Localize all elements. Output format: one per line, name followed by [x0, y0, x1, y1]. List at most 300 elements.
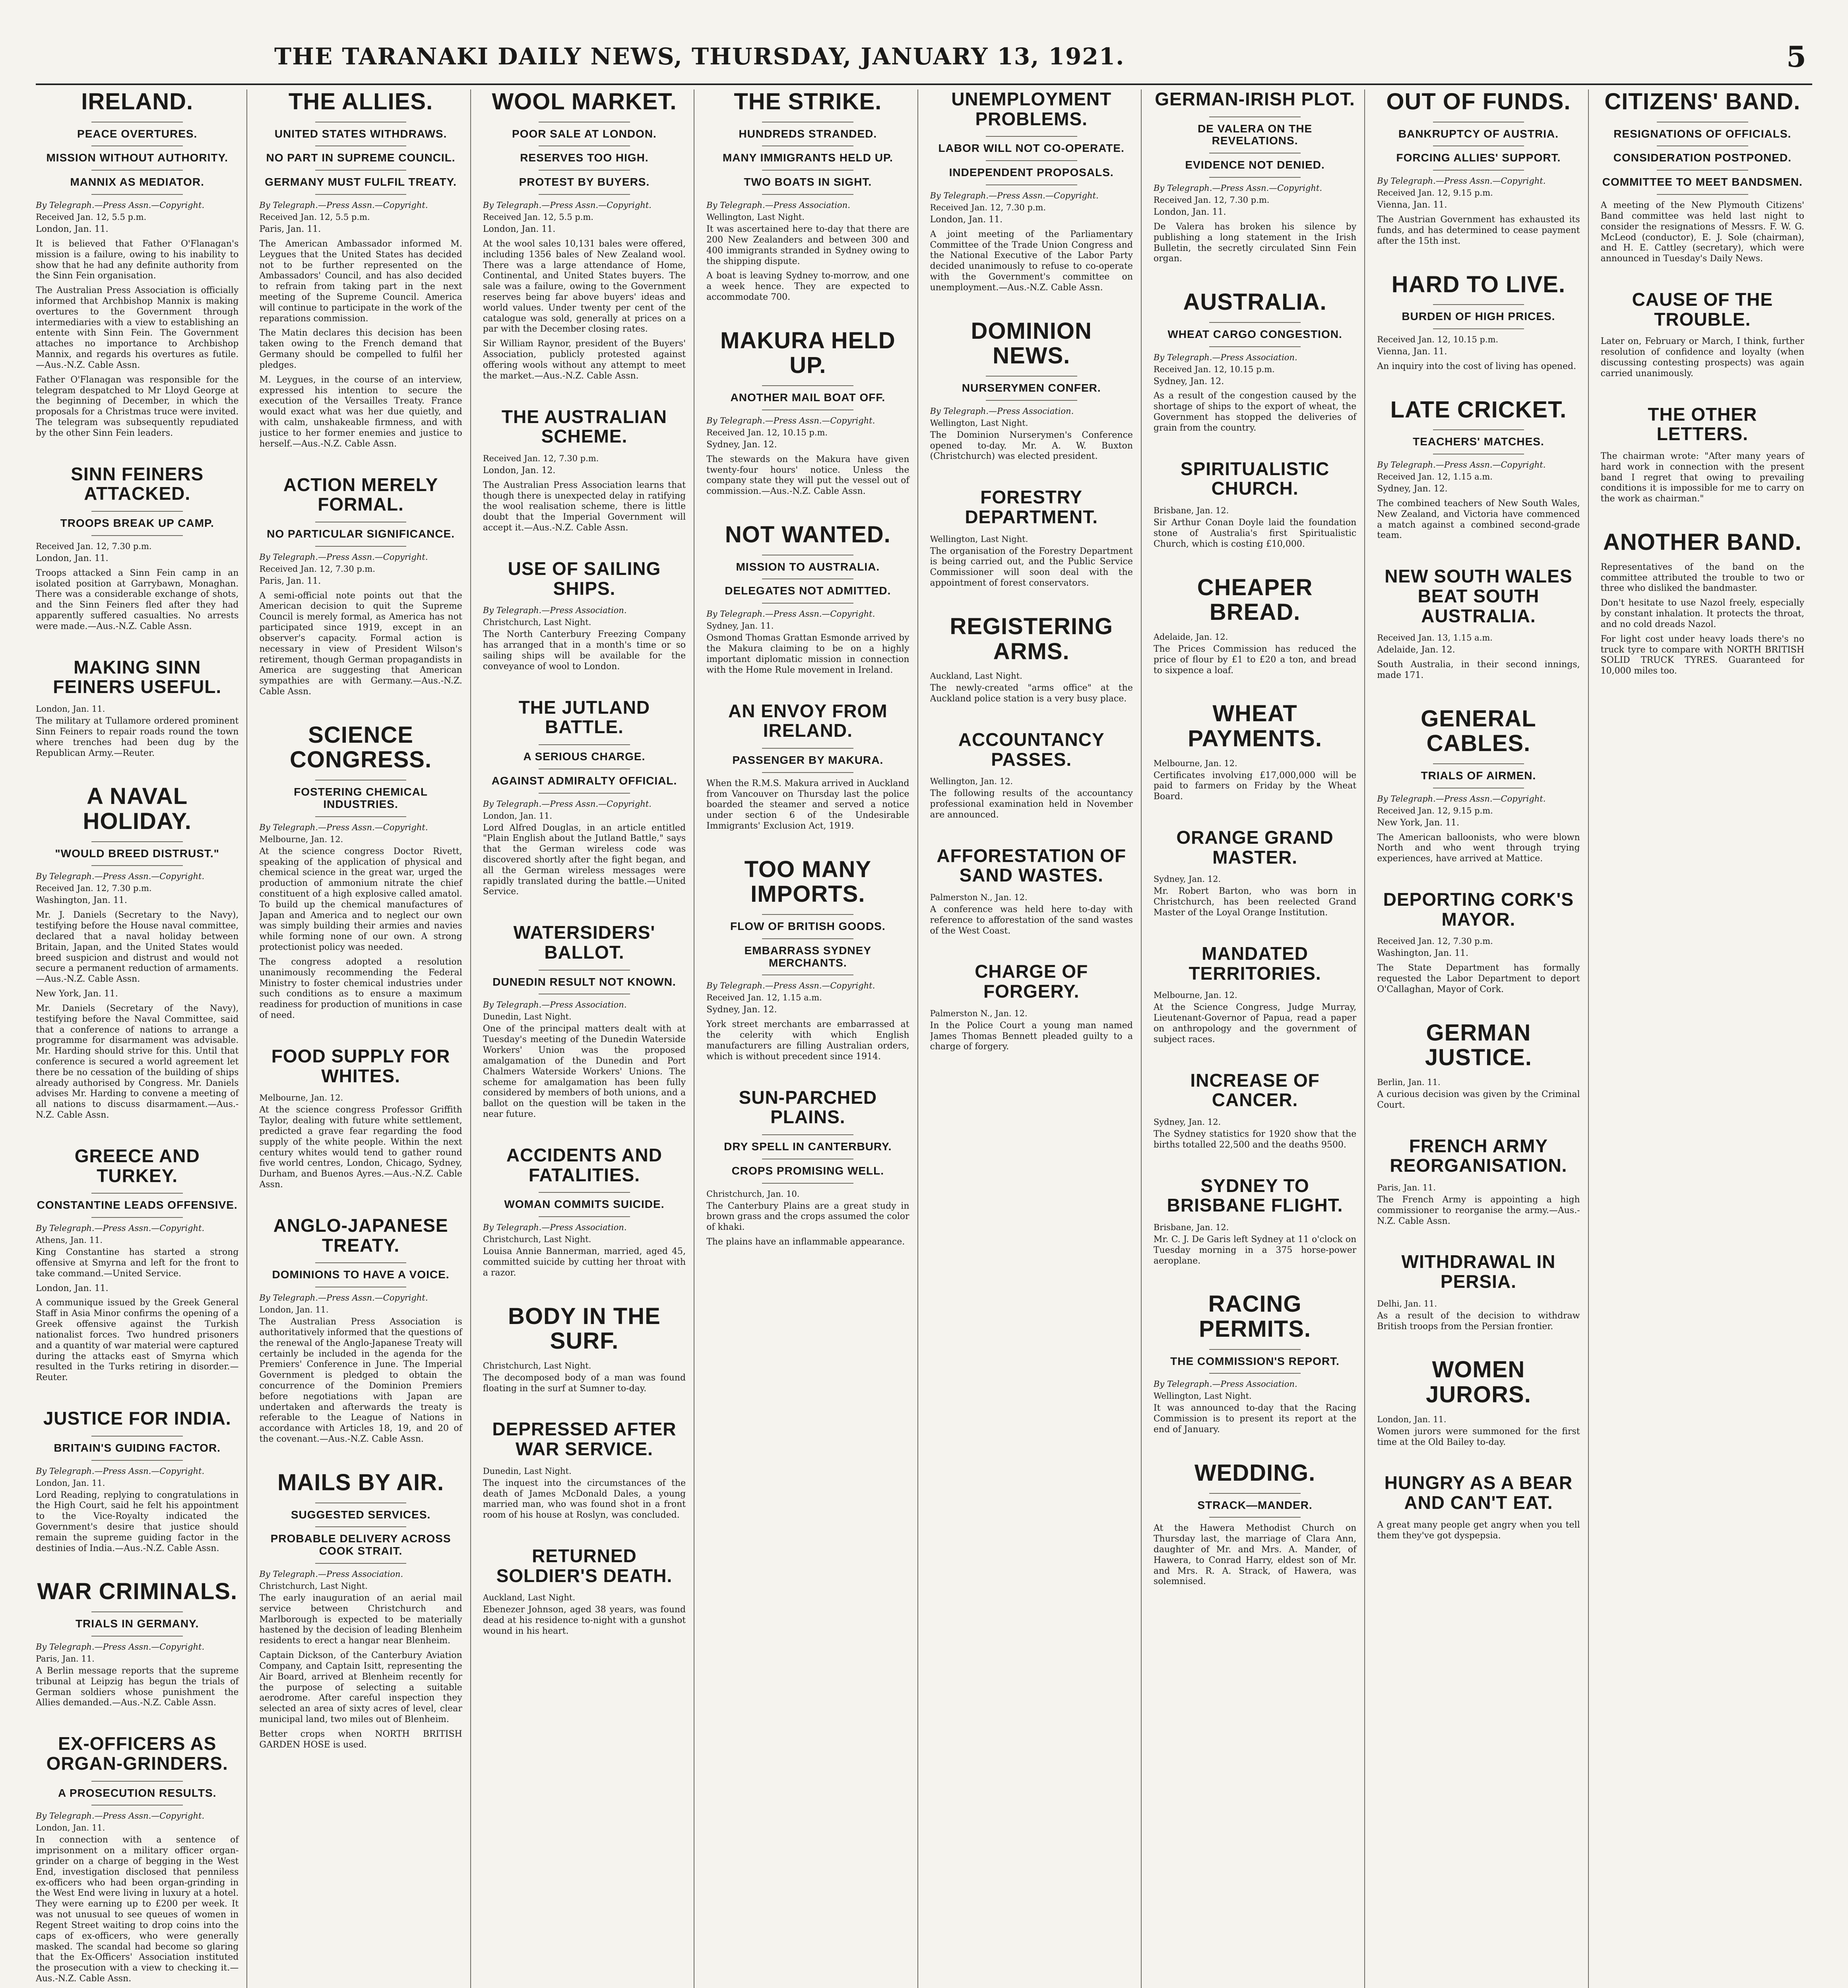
article-headline: EX-OFFICERS AS ORGAN-GRINDERS. — [46, 1733, 228, 1774]
article-headline: HARD TO LIVE. — [1391, 271, 1566, 297]
divider-rule — [762, 385, 853, 386]
columns-container — [36, 89, 1812, 1988]
article-paragraph: At the Science Congress, Judge Murray, Lieutenant-Governor of Papua, read a paper on anthropology and the government of subject races. — [1153, 1002, 1357, 1044]
article-paragraph: De Valera has broken his silence by publishing a long statement in the Irish Bulletin, the secretly circulated Sinn Fein organ. — [1153, 221, 1357, 264]
article-subhead: NURSERYMEN CONFER. — [962, 381, 1101, 394]
article — [1377, 567, 1580, 693]
article-headline: BODY IN THE SURF. — [508, 1303, 661, 1354]
article-paragraph: Vienna, Jan. 11. — [1377, 346, 1447, 357]
article-body — [1601, 562, 1804, 677]
masthead — [36, 36, 1812, 85]
article — [1154, 575, 1356, 688]
article-paragraph: Paris, Jan. 11. — [259, 224, 321, 235]
article-subhead: CROPS PROMISING WELL. — [731, 1164, 884, 1177]
article-date: Received Jan. 12, 10.15 p.m. — [706, 427, 828, 437]
article-subhead: NO PARTICULAR SIGNIFICANCE. — [267, 527, 455, 540]
article — [259, 1046, 462, 1202]
article — [1601, 290, 1804, 391]
article-date: Adelaide, Jan. 12. — [1153, 632, 1228, 642]
article-subhead: PASSENGER BY MAKURA. — [732, 753, 884, 766]
article-paragraph: Lord Alfred Douglas, in an article entitled "Plain English about the Jutland Battle," says that the German wireless code was discovered shortly after the fight began, and all the German wireless messages were rapidly translated during the battle.—United Service. — [483, 823, 686, 897]
article-headline: CHEAPER BREAD. — [1197, 574, 1313, 625]
article-headline: MAILS BY AIR. — [277, 1469, 444, 1495]
article-body — [1377, 1195, 1580, 1227]
article-paragraph: London, Jan. 12. — [483, 465, 556, 476]
article — [36, 1409, 239, 1566]
divider-rule — [539, 1192, 630, 1193]
article-subhead: BURDEN OF HIGH PRICES. — [1402, 310, 1555, 323]
article-headline: THE ALLIES. — [288, 89, 433, 115]
article-headline: WAR CRIMINALS. — [37, 1578, 238, 1605]
article — [706, 1088, 909, 1260]
article-date: Received Jan. 12, 7.30 p.m. — [1377, 936, 1493, 946]
article-body — [259, 1593, 462, 1751]
divider-rule — [762, 914, 853, 915]
article-subhead: FLOW OF BRITISH GOODS. — [730, 920, 886, 933]
article-paragraph: Certificates involving £17,000,000 will be paid to farmers on Friday by the Wheat Board. — [1153, 770, 1357, 802]
article-body — [1154, 1002, 1356, 1045]
article-subhead: PROTEST BY BUYERS. — [519, 176, 650, 188]
article — [706, 89, 909, 315]
article — [706, 857, 909, 1074]
article-subhead: AGAINST ADMIRALTY OFFICIAL. — [491, 774, 677, 787]
article-subhead: RESIGNATIONS OF OFFICIALS. — [1613, 127, 1792, 140]
article-byline: By Telegraph.—Press Association. — [483, 1223, 627, 1233]
article-headline: ACTION MERELY FORMAL. — [283, 474, 438, 515]
article-subhead: TROOPS BREAK UP CAMP. — [60, 517, 214, 530]
article-paragraph: The Australian Press Association learns that though there is unexpected delay in ratifying the wool realisation scheme, there is little doubt that the Imperial Government will accept it.—Aus.-N.Z. Cable Assn. — [483, 480, 686, 533]
article — [259, 1216, 462, 1457]
divider-rule — [1209, 322, 1301, 323]
divider-rule — [91, 194, 183, 195]
article-body — [706, 224, 909, 303]
article-headline: ANGLO-JAPANESE TREATY. — [273, 1215, 448, 1256]
article-paragraph: King Constantine has started a strong offensive at Smyrna and left for the front to take command.—United Service. — [36, 1247, 239, 1279]
article-paragraph: Louisa Annie Bannerman, married, aged 45, committed suicide by cutting her throat with a razor. — [483, 1246, 686, 1278]
divider-rule — [762, 748, 853, 749]
article-headline: WOOL MARKET. — [492, 89, 677, 115]
article-paragraph: South Australia, in their second innings, made 171. — [1377, 660, 1580, 680]
article-byline: By Telegraph.—Press Assn.—Copyright. — [1377, 176, 1546, 186]
article-date: Palmerston N., Jan. 12. — [930, 1008, 1028, 1018]
article-headline: USE OF SAILING SHIPS. — [508, 558, 661, 599]
article-headline: DOMINION NEWS. — [971, 318, 1092, 369]
article-paragraph: Mr. C. J. De Garis left Sydney at 11 o'clock on Tuesday morning in a 375 horse-power aeroplane. — [1153, 1234, 1357, 1266]
article-subhead: TWO BOATS IN SIGHT. — [744, 176, 872, 188]
article-paragraph: As a result of the decision to withdraw British troops from the Persian frontier. — [1377, 1310, 1580, 1332]
divider-rule — [762, 772, 853, 773]
article-headline: ORANGE GRAND MASTER. — [1176, 827, 1334, 868]
article-date: Sydney, Jan. 12. — [1153, 874, 1221, 884]
article-byline: By Telegraph.—Press Association. — [706, 200, 850, 210]
divider-rule — [91, 1781, 183, 1782]
article-headline: CITIZENS' BAND. — [1604, 89, 1801, 115]
article-subhead: DRY SPELL IN CANTERBURY. — [724, 1140, 892, 1153]
article-paragraph: Adelaide, Jan. 12. — [1377, 645, 1455, 655]
divider-rule — [91, 865, 183, 866]
article-body — [259, 1317, 462, 1445]
article — [483, 559, 686, 684]
article-paragraph: The chairman wrote: "After many years of hard work in connection with the present band I regret that owing to prevailing conditions it is impossible for me to carry on the work as chairman." — [1600, 451, 1804, 504]
article-date: Received Jan. 12, 10.15 p.m. — [1153, 364, 1275, 374]
article-paragraph: The decomposed body of a man was found floating in the surf at Sumner to-day. — [483, 1373, 686, 1394]
divider-rule — [539, 194, 630, 195]
article-headline: SINN FEINERS ATTACKED. — [71, 463, 204, 504]
article-paragraph: The plains have an inflammable appearance. — [706, 1237, 905, 1247]
article-byline: By Telegraph.—Press Assn.—Copyright. — [36, 200, 205, 210]
article — [930, 962, 1133, 1064]
article-paragraph: The stewards on the Makura have given twenty-four hours' notice. Unless the company state they will put the vessel out of commission.—Aus.-N.Z. Cable Assn. — [706, 454, 909, 497]
article-date: Palmerston N., Jan. 12. — [930, 893, 1028, 902]
article-body — [36, 716, 239, 759]
article-paragraph: At the Hawera Methodist Church on Thursday last, the marriage of Clara Ann, daughter of Mr. and Mrs. A. Mander, of Hawera, to Conrad Harry, eldest son of Mr. and Mrs. R. A. Strack, of Hawera, was solemnised. — [1153, 1523, 1357, 1587]
divider-rule — [762, 938, 853, 939]
article-subhead: TEACHERS' MATCHES. — [1413, 435, 1544, 448]
divider-rule — [91, 1193, 183, 1194]
article-paragraph: Lord Reading, replying to congratulations in the High Court, said he felt his appointment to the Vice-Royalty indicated the Government's desire that justice should remain the supreme guiding factor in the destinies of India.—Aus.-N.Z. Cable Assn. — [36, 1490, 239, 1553]
article-subhead: RESERVES TOO HIGH. — [520, 151, 649, 164]
article-date: London, Jan. 11. — [36, 704, 105, 714]
article-headline: LATE CRICKET. — [1390, 396, 1567, 423]
article-body — [1377, 1311, 1580, 1332]
article-paragraph: The Matin declares this decision has been taken owing to the French demand that Germany should be compelled to fulfil her pledges. — [259, 328, 462, 370]
article-headline: CAUSE OF THE TROUBLE. — [1632, 289, 1773, 330]
article-paragraph: A joint meeting of the Parliamentary Committee of the Trade Union Congress and the National Executive of the Labor Party decided unanimously to refuse to co-operate with the Government's committee on unemployment.—Aus.-N.Z. Cable Assn. — [930, 229, 1133, 293]
article-date: London, Jan. 11. — [36, 1478, 105, 1488]
article-body — [483, 1478, 686, 1521]
article-date: Received Jan. 12, 7.30 p.m. — [483, 453, 599, 463]
article-date: Received Jan. 12, 7.30 p.m. — [930, 202, 1046, 212]
article-date: Christchurch, Last Night. — [483, 617, 591, 627]
article-date: Christchurch, Jan. 10. — [706, 1189, 800, 1199]
article — [259, 89, 462, 462]
article-paragraph: Washington, Jan. 11. — [36, 895, 127, 906]
article-date: Brisbane, Jan. 12. — [1153, 1222, 1229, 1232]
divider-rule — [539, 744, 630, 745]
article-subhead: "WOULD BREED DISTRUST." — [55, 847, 219, 860]
article — [36, 784, 239, 1133]
article-paragraph: The Dominion Nurserymen's Conference opened to-day. Mr. A. W. Buxton (Christchurch) was elected president. — [930, 430, 1133, 462]
article-subhead: FOSTERING CHEMICAL INDUSTRIES. — [294, 786, 428, 810]
article-paragraph: Osmond Thomas Grattan Esmonde arrived by the Makura claiming to be on a highly important diplomatic mission in connection with the Home Rule movement in Ireland. — [706, 633, 909, 675]
article — [1154, 1292, 1356, 1447]
article-headline: ACCOUNTANCY PASSES. — [958, 729, 1105, 770]
article-paragraph: Sydney, Jan. 12. — [706, 439, 777, 450]
article-subhead: EVIDENCE NOT DENIED. — [1185, 159, 1325, 171]
article-headline: JUSTICE FOR INDIA. — [43, 1408, 231, 1429]
divider-rule — [1433, 304, 1524, 305]
article-headline: HUNGRY AS A BEAR AND CAN'T EAT. — [1384, 1472, 1573, 1513]
article-subhead: A PROSECUTION RESULTS. — [58, 1786, 217, 1799]
article-body — [1154, 644, 1356, 676]
article-body — [36, 1835, 239, 1984]
article-subhead: WOMAN COMMITS SUICIDE. — [504, 1198, 665, 1211]
article-paragraph: The American balloonists, who were blown North and who went through trying experiences, have arrived at Mattice. — [1377, 832, 1580, 864]
article-subhead: GERMANY MUST FULFIL TREATY. — [265, 176, 457, 188]
article-date: Wellington, Last Night. — [706, 212, 805, 222]
divider-rule — [315, 816, 407, 817]
article-paragraph: A Berlin message reports that the supreme tribunal at Leipzig has begun the trials of German soldiers whose punishment the Allies demanded.—Aus.-N.Z. Cable Assn. — [36, 1666, 239, 1708]
article — [1154, 1071, 1356, 1163]
article-body — [36, 224, 239, 439]
article-byline: By Telegraph.—Press Assn.—Copyright. — [36, 1223, 205, 1233]
article-body — [483, 823, 686, 898]
article-body — [1377, 484, 1580, 541]
article-byline: By Telegraph.—Press Association. — [1153, 352, 1297, 362]
article-byline: By Telegraph.—Press Assn.—Copyright. — [259, 552, 428, 562]
article-body — [1154, 771, 1356, 802]
article-body — [483, 224, 686, 382]
article-paragraph: An inquiry into the cost of living has opened. — [1377, 361, 1577, 371]
article-date: Christchurch, Last Night. — [483, 1235, 591, 1244]
divider-rule — [762, 194, 853, 195]
divider-rule — [315, 1563, 407, 1564]
article-headline: GENERAL CABLES. — [1421, 705, 1536, 757]
column-3 — [483, 89, 694, 1988]
article — [930, 89, 1133, 305]
article-body — [1154, 377, 1356, 434]
article-subhead: A SERIOUS CHARGE. — [523, 750, 646, 763]
article — [1154, 828, 1356, 930]
article — [930, 730, 1133, 833]
column-8 — [1601, 89, 1812, 1988]
article-headline: ACCIDENTS AND FATALITIES. — [506, 1144, 662, 1185]
article-date: Received Jan. 12, 9.15 p.m. — [1377, 188, 1493, 198]
article-headline: MAKING SINN FEINERS USEFUL. — [53, 656, 222, 697]
article-date: Dunedin, Last Night. — [483, 1466, 572, 1476]
article-byline: By Telegraph.—Press Assn.—Copyright. — [1377, 460, 1546, 470]
article-paragraph: A meeting of the New Plymouth Citizens' Band committee was held last night to consider the resignations of Messrs. F. W. G. McLeod (conductor), E. J. Sole (chairman), and H. E. Cattley (secretary), which were announced in Tuesday's Daily News. — [1600, 200, 1804, 264]
article-body — [483, 1024, 686, 1120]
article-body — [1601, 200, 1804, 264]
article-date: Berlin, Jan. 11. — [1377, 1077, 1441, 1087]
article-headline: AFFORESTATION OF SAND WASTES. — [937, 845, 1127, 886]
article-body — [36, 1666, 239, 1708]
article — [483, 407, 686, 546]
article-date: Melbourne, Jan. 12. — [1153, 990, 1237, 1000]
article-body — [1377, 200, 1580, 247]
article-paragraph: York street merchants are embarrassed at the celerity with which English manufacturers are filling Australian orders, which is without precedent since 1914. — [706, 1019, 909, 1062]
column-1 — [36, 89, 247, 1988]
article-body — [483, 629, 686, 672]
article-subhead: STRACK—MANDER. — [1197, 1499, 1313, 1511]
article-date: Delhi, Jan. 11. — [1377, 1299, 1437, 1309]
article-headline: A NAVAL HOLIDAY. — [83, 783, 192, 834]
article-subhead: DUNEDIN RESULT NOT KNOWN. — [493, 975, 676, 988]
article — [36, 89, 239, 451]
article-date: Wellington, Last Night. — [930, 418, 1028, 428]
divider-rule — [91, 1636, 183, 1637]
article — [36, 464, 239, 644]
divider-rule — [91, 1611, 183, 1612]
article-byline: By Telegraph.—Press Association. — [259, 1569, 403, 1579]
article-paragraph: Captain Dickson, of the Canterbury Aviation Company, and Captain Isitt, representing the Air Board, arrived at Blenheim recently for the purpose of selecting a suitable aerodrome. After careful inspection they selected an area of sixty acres of level, clear municipal land, two miles out of Blenheim. — [259, 1650, 462, 1725]
article-body — [1154, 1523, 1356, 1587]
article-headline: FRENCH ARMY REORGANISATION. — [1390, 1135, 1567, 1176]
article-paragraph: The Canterbury Plains are a great study in brown grass and the crops assumed the color of khaki. — [706, 1201, 909, 1233]
article-paragraph: The inquest into the circumstances of the death of James McDonald Dales, a young married man, who was found shot in a front room of his house at Roslyn, was concluded. — [483, 1478, 686, 1520]
article-headline: SCIENCE CONGRESS. — [290, 722, 432, 773]
article — [1377, 1252, 1580, 1344]
article-headline: THE STRIKE. — [734, 89, 882, 115]
page-number: 5 — [1786, 40, 1806, 74]
column-5 — [930, 89, 1142, 1988]
article — [1601, 405, 1804, 516]
article — [483, 1304, 686, 1406]
article-date: Dunedin, Last Night. — [483, 1012, 572, 1022]
article-headline: WITHDRAWAL IN PERSIA. — [1401, 1251, 1556, 1292]
article-headline: WATERSIDERS' BALLOT. — [513, 922, 655, 963]
article — [1377, 89, 1580, 259]
article-headline: DEPRESSED AFTER WAR SERVICE. — [492, 1419, 677, 1460]
article — [706, 522, 909, 688]
article-body — [930, 215, 1133, 293]
article-paragraph: The Austrian Government has exhausted its funds, and has determined to cease payment after the 15th inst. — [1377, 215, 1580, 246]
article — [483, 89, 686, 394]
article-paragraph: The newly-created "arms office" at the Auckland police station is a very busy place. — [930, 683, 1133, 704]
article-headline: FORESTRY DEPARTMENT. — [965, 487, 1098, 527]
article-body — [1601, 336, 1804, 379]
article-subhead: FORCING ALLIES' SUPPORT. — [1396, 151, 1561, 164]
article-byline: By Telegraph.—Press Association. — [1153, 1379, 1297, 1389]
article-date: Melbourne, Jan. 12. — [259, 834, 343, 844]
article — [259, 723, 462, 1033]
article-body — [1154, 1403, 1356, 1435]
article-subhead: WHEAT CARGO CONGESTION. — [1167, 328, 1342, 340]
article-paragraph: Ebenezer Johnson, aged 38 years, was found dead at his residence to-night with a gunshot wound in his heart. — [483, 1605, 686, 1637]
article-paragraph: The early inauguration of an aerial mail service between Christchurch and Marlborough is expected to be materially hastened by the decision of leading Blenheim residents to erect a hangar near Blenheim. — [259, 1593, 462, 1646]
article-paragraph: Father O'Flanagan was responsible for the telegram despatched to Mr Lloyd George at the beginning of December, in which the proposals for a Christmas truce were invited. The telegram was subsequently repudiated by the other Sinn Fein leaders. — [36, 375, 239, 438]
article-subhead: LABOR WILL NOT CO-OPERATE. — [938, 142, 1125, 155]
article-body — [1154, 1129, 1356, 1151]
article-date: Received Jan. 12, 7.30 p.m. — [36, 541, 152, 551]
article-paragraph: London, Jan. 11. — [36, 1283, 109, 1293]
divider-rule — [91, 1805, 183, 1806]
article-byline: By Telegraph.—Press Assn.—Copyright. — [259, 1293, 428, 1303]
article-paragraph: A great many people get angry when you tell them they've got dyspepsia. — [1377, 1520, 1580, 1541]
divider-rule — [986, 400, 1077, 401]
article-body — [1377, 948, 1580, 995]
article — [1377, 1136, 1580, 1239]
article-body — [930, 905, 1133, 936]
divider-rule — [762, 1134, 853, 1135]
article-headline: RACING PERMITS. — [1199, 1291, 1311, 1342]
divider-rule — [91, 170, 183, 171]
article-headline: OUT OF FUNDS. — [1386, 89, 1571, 115]
article-paragraph: Women jurors were summoned for the first time at the Old Bailey to-day. — [1377, 1426, 1580, 1447]
divider-rule — [91, 535, 183, 536]
article-subhead: BANKRUPTCY OF AUSTRIA. — [1398, 127, 1559, 140]
article-body — [930, 788, 1133, 820]
article-headline: THE AUSTRALIAN SCHEME. — [501, 406, 667, 447]
article-paragraph: Mr. J. Daniels (Secretary to the Navy), testifying before the House naval committee, declared that a naval holiday between Britain, Japan, and the United States would breed suspicion and distrust and would not secure a permanent reduction of armaments.—Aus.-N.Z. Cable Assn. — [36, 910, 239, 984]
article-date: Received Jan. 12, 7.30 p.m. — [36, 883, 152, 893]
article-body — [1377, 1089, 1580, 1111]
article-paragraph: A conference was held here to-day with reference to afforestation of the sand wastes of the West Coast. — [930, 905, 1133, 936]
article-headline: CHARGE OF FORGERY. — [975, 961, 1088, 1002]
article-headline: GERMAN-IRISH PLOT. — [1155, 89, 1355, 109]
article-date: Received Jan. 12, 5.5 p.m. — [483, 212, 593, 222]
article-paragraph: At the science congress Doctor Rivett, speaking of the application of physical and chemical science in the great war, urged the production of ammonium nitrate the chief constituent of a high explosive called amatol. To build up the chemical manufactures of Japan and America and to neglect our own was simply building their armies and navies while forming none of our own. A strong protectionist policy was needed. — [259, 846, 462, 953]
divider-rule — [986, 136, 1077, 137]
article-paragraph: The combined teachers of New South Wales, New Zealand, and Victoria have commenced a match against a combined second-grade team. — [1377, 498, 1580, 541]
divider-rule — [762, 170, 853, 171]
article-paragraph: The organisation of the Forestry Department is being carried out, and the Public Service Commissioner will soon deal with the appointment of forest conservators. — [930, 546, 1133, 588]
article-subhead: THE COMMISSION'S REPORT. — [1170, 1355, 1340, 1367]
article-byline: By Telegraph.—Press Assn.—Copyright. — [36, 1811, 205, 1821]
article-body — [483, 466, 686, 534]
article-body — [259, 576, 462, 697]
article — [1601, 530, 1804, 689]
divider-rule — [315, 546, 407, 547]
article-paragraph: For light cost under heavy loads there's no truck tyre to compare with NORTH BRITISH SOLID TRUCK TYRES. Guaranteed for 10,000 miles too. — [1600, 634, 1804, 676]
article-date: Received Jan. 12, 7.30 p.m. — [1153, 195, 1270, 205]
article — [1154, 1461, 1356, 1599]
article-date: Received Jan. 12, 10.15 p.m. — [1377, 334, 1499, 344]
article-subhead: MANY IMMIGRANTS HELD UP. — [722, 151, 893, 164]
article — [706, 701, 909, 844]
divider-rule — [1433, 170, 1524, 171]
article-paragraph: In the Police Court a young man named James Thomas Bennett pleaded guilty to a charge of forgery. — [930, 1020, 1133, 1052]
article-paragraph: M. Leygues, in the course of an interview, expressed his intention to secure the execution of the Versailles Treaty. France would exact what was her due quietly, and with calm, unshakeable firmness, and with justice to her former enemies and justice to herself.—Aus.-N.Z. Cable Assn. — [259, 375, 462, 449]
article-paragraph: Better crops when NORTH BRITISH GARDEN HOSE is used. — [259, 1729, 462, 1750]
article-body — [1601, 451, 1804, 505]
article-body — [930, 546, 1133, 589]
article-body — [930, 1021, 1133, 1052]
article-body — [1377, 1520, 1580, 1541]
article-subhead: PEACE OVERTURES. — [77, 127, 198, 140]
article-date: London, Jan. 11. — [259, 1305, 329, 1315]
article-paragraph: Mr. Robert Barton, who was born in Christchurch, has been reelected Grand Master of the Loyal Orange Institution. — [1153, 886, 1357, 918]
article-headline: DEPORTING CORK'S MAYOR. — [1383, 889, 1574, 930]
article-paragraph: The following results of the accountancy professional examination held in November are announced. — [930, 788, 1133, 820]
article — [1377, 1357, 1580, 1460]
article-paragraph: In connection with a sentence of imprisonment on a military officer organ-grinder on a charge of begging in the West End, investigation disclosed that penniless ex-officers who had been organ-grinding in the West End were living in luxury at a hotel. They were earning up to £200 per week. It was not unusual to see queues of women in Regent Street waiting to drop coins into the caps of ex-officers, who were generally masked. The scandal had become so glaring that the Ex-Officers' Association instituted the prosecution with a view to checking it.—Aus.-N.Z. Cable Assn. — [36, 1835, 239, 1984]
article-subhead: POOR SALE AT LONDON. — [512, 127, 657, 140]
article-paragraph: The Sydney statistics for 1920 show that the births totalled 22,500 and the deaths 9500. — [1153, 1129, 1357, 1150]
article — [1154, 701, 1356, 814]
article-byline: By Telegraph.—Press Association. — [930, 406, 1074, 416]
column-7 — [1377, 89, 1588, 1988]
article-byline: By Telegraph.—Press Association. — [483, 606, 627, 615]
article-body — [483, 1246, 686, 1278]
article-paragraph: One of the principal matters dealt with at Tuesday's meeting of the Dunedin Waterside Workers' Union was the proposed amalgamation of the Dunedin and Port Chalmers Waterside Workers' Unions. The scheme for amalgamation has been fully considered by members of both unions, and a ballot on the question will be taken in the near future. — [483, 1024, 686, 1120]
article-date: Wellington, Last Night. — [1153, 1391, 1252, 1401]
article-paragraph: A semi-official note points out that the American decision to quit the Supreme Council is merely formal, as America has not participated since 1919, except in an observer's capacity. Formal action is necessary in view of President Wilson's retirement, though German propagandists in America are suggesting that American sympathies are with Germany.—Aus.-N.Z. Cable Assn. — [259, 590, 462, 697]
article-subhead: COMMITTEE TO MEET BANDSMEN. — [1602, 176, 1803, 188]
divider-rule — [762, 603, 853, 604]
divider-rule — [1433, 328, 1524, 329]
article-paragraph: A curious decision was given by the Criminal Court. — [1377, 1089, 1580, 1110]
article-body — [1154, 518, 1356, 549]
article-headline: WEDDING. — [1194, 1460, 1316, 1486]
column-6 — [1154, 89, 1365, 1988]
article-body — [1154, 886, 1356, 918]
article — [1377, 890, 1580, 1007]
article-paragraph: The American Ambassador informed M. Leygues that the United States has decided not to be further represented on the Ambassadors' Council, and has also decided to refrain from taking part in the next meeting of the Supreme Council. America will continue to participate in the work of the reparations commission. — [259, 239, 462, 324]
article-headline: INCREASE OF CANCER. — [1190, 1070, 1320, 1110]
article-headline: THE JUTLAND BATTLE. — [518, 697, 650, 738]
article-headline: AUSTRALIA. — [1183, 289, 1327, 315]
article-byline: By Telegraph.—Press Assn.—Copyright. — [706, 981, 875, 991]
divider-rule — [762, 1183, 853, 1184]
article — [1377, 1021, 1580, 1123]
article-date: Received Jan. 13, 1.15 a.m. — [1377, 633, 1493, 643]
article — [930, 319, 1133, 474]
article-date: Athens, Jan. 11. — [36, 1235, 103, 1245]
article-body — [930, 430, 1133, 462]
article-paragraph: London, Jan. 11. — [1153, 207, 1226, 217]
